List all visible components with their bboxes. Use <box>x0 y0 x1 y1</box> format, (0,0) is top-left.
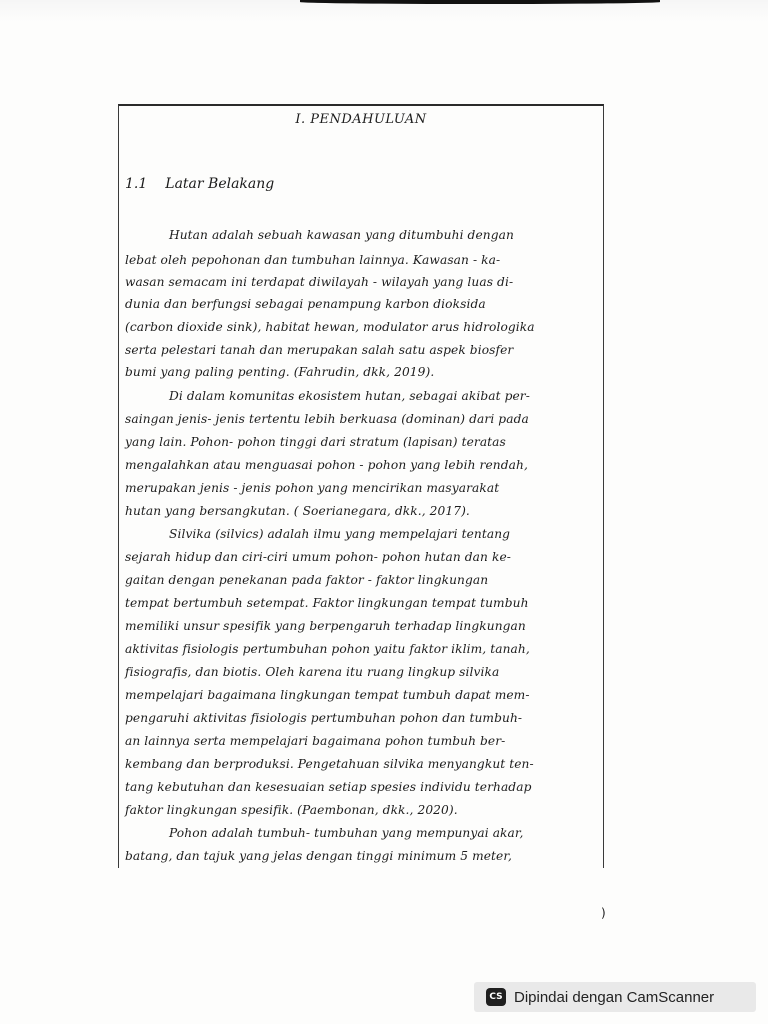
text-line: dunia dan berfungsi sebagai penampung karbon dioksida <box>125 297 486 311</box>
text-line: batang, dan tajuk yang jelas dengan tinggi minimum 5 meter, <box>125 849 512 863</box>
text-line: merupakan jenis - jenis pohon yang mencirikan masyarakat <box>125 481 500 495</box>
page-mark: ) <box>601 906 606 920</box>
text-line: gaitan dengan penekanan pada faktor - faktor lingkungan <box>125 573 489 587</box>
text-line: saingan jenis- jenis tertentu lebih berkuasa (dominan) dari pada <box>125 412 529 426</box>
text-line: memiliki unsur spesifik yang berpengaruh terhadap lingkungan <box>125 619 526 633</box>
text-line: kembang dan berproduksi. Pengetahuan silvika menyangkut ten- <box>125 757 534 771</box>
watermark-text: Dipindai dengan CamScanner <box>514 988 715 1006</box>
text-line: wasan semacam ini terdapat diwilayah - wilayah yang luas di- <box>125 275 514 289</box>
text-line: bumi yang paling penting. (Fahrudin, dkk, 2019). <box>125 365 435 379</box>
text-line: (carbon dioxide sink), habitat hewan, modulator arus hidrologika <box>125 320 535 334</box>
text-line: Hutan adalah sebuah kawasan yang ditumbuhi dengan <box>169 228 514 242</box>
text-line: Silvika (silvics) adalah ilmu yang mempelajari tentang <box>169 527 511 541</box>
text-line: mengalahkan atau menguasai pohon - pohon yang lebih rendah, <box>125 458 528 472</box>
text-line: tang kebutuhan dan kesesuaian setiap spesies individu terhadap <box>125 780 532 794</box>
text-line: fisiografis, dan biotis. Oleh karena itu ruang lingkup silvika <box>125 665 500 679</box>
text-line: tempat bertumbuh setempat. Faktor lingkungan tempat tumbuh <box>125 596 529 610</box>
text-line: aktivitas fisiologis pertumbuhan pohon yaitu faktor iklim, tanah, <box>125 642 530 656</box>
text-line: lebat oleh pepohonan dan tumbuhan lainnya. Kawasan - ka- <box>125 253 501 267</box>
section-number: 1.1 <box>125 176 148 192</box>
text-line: Di dalam komunitas ekosistem hutan, sebagai akibat per- <box>169 389 530 403</box>
camscanner-watermark <box>474 982 756 1012</box>
camscanner-logo-icon: CS <box>486 988 506 1006</box>
text-line: an lainnya serta mempelajari bagaimana pohon tumbuh ber- <box>125 734 506 748</box>
text-line: serta pelestari tanah dan merupakan salah satu aspek biosfer <box>125 343 514 357</box>
text-line: yang lain. Pohon- pohon tinggi dari stratum (lapisan) teratas <box>125 435 506 449</box>
text-line: sejarah hidup dan ciri-ciri umum pohon- pohon hutan dan ke- <box>125 550 511 564</box>
chapter-title: I. PENDAHULUAN <box>295 112 427 127</box>
section-heading <box>125 176 274 192</box>
text-line: pengaruhi aktivitas fisiologis pertumbuhan pohon dan tumbuh- <box>125 711 523 725</box>
section-title: Latar Belakang <box>165 176 275 192</box>
text-line: Pohon adalah tumbuh- tumbuhan yang mempunyai akar, <box>169 826 524 840</box>
scan-top-bar <box>300 0 660 4</box>
handwritten-page <box>118 104 604 868</box>
text-line: faktor lingkungan spesifik. (Paembonan, dkk., 2020). <box>125 803 458 817</box>
text-line: mempelajari bagaimana lingkungan tempat tumbuh dapat mem- <box>125 688 530 702</box>
text-line: hutan yang bersangkutan. ( Soerianegara, dkk., 2017). <box>125 504 470 518</box>
